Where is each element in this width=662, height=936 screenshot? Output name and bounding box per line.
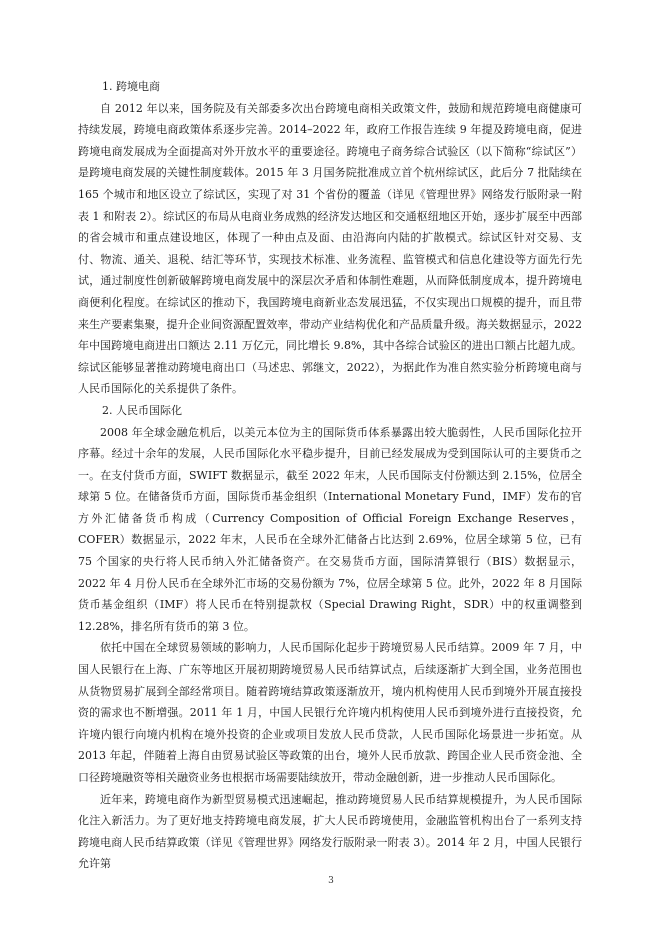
- section-heading-cross-border-ecommerce: 1. 跨境电商: [102, 80, 160, 93]
- section-heading-rmb-internationalization: 2. 人民币国际化: [102, 403, 182, 417]
- paragraph: 2008 年全球金融危机后，以美元本位为主的国际货币体系暴露出较大脆弱性，人民币国际化拉开序幕。经过十余年的发展，人民币国际化水平稳步提升，目前已经发展成为受到国际认可的主要货币之一。在支付货币方面，SWIFT 数据显示，截至 2022 年末，人民币国际支付份额达到 2.15%，位居全球第 5 位。在储备货币方面，国际货币基金组织（International Monetary Fund，IMF）发布的官方外汇储备货币构成（Currency Composition of Official Foreign Exchange Reserves，COFER）数据显示，2022 年末，人民币在全球外汇储备占比达到 2.69%，位居全球第 5 位，已有 75 个国家的央行将人民币纳入外汇储备资产。在交易货币方面，国际清算银行（BIS）数据显示，2022 年 4 月份人民币在全球外汇市场的交易份额为 7%，位居全球第 5 位。此外，2022 年 8 月国际货币基金组织（IMF）将人民币在特别提款权（Special Drawing Right，SDR）中的权重调整到 12.28%，排名所有货币的第 3 位。: [78, 425, 582, 633]
- page-body: [78, 76, 582, 875]
- page-number: 3: [328, 876, 334, 886]
- paragraph: 依托中国在全球贸易领域的影响力，人民币国际化起步于跨境贸易人民币结算。2009 年 7 月，中国人民银行在上海、广东等地区开展初期跨境贸易人民币结算试点，后续逐渐扩大到全国，业务范围也从货物贸易扩展到全部经常项目。随着跨境结算政策逐渐放开，境内机构使用人民币到境外开展直接投资的需求也不断增强。2011 年 1 月，中国人民银行允许境内机构使用人民币到境外进行直接投资，允许境内银行向境内机构在境外投资的企业或项目发放人民币贷款，人民币国际化场景进一步拓宽。从 2013 年起，伴随着上海自由贸易试验区等政策的出台，境外人民币放款、跨国企业人民币资金池、全口径跨境融资等相关融资业务也根据市场需要陆续放开，带动金融创新，进一步推动人民币国际化。: [78, 641, 582, 784]
- paragraph: 近年来，跨境电商作为新型贸易模式迅速崛起，推动跨境贸易人民币结算规模提升，为人民币国际化注入新活力。为了更好地支持跨境电商发展，扩大人民币跨境使用，金融监管机构出台了一系列支持跨境电商人民币结算政策（详见《管理世界》网络发行版附录一附表 3）。2014 年 2 月，中国人民银行允许第: [78, 792, 582, 871]
- paragraph: 自 2012 年以来，国务院及有关部委多次出台跨境电商相关政策文件，鼓励和规范跨境电商健康可持续发展，跨境电商政策体系逐步完善。2014–2022 年，政府工作报告连续 9 年提及跨境电商，促进跨境电商发展成为全面提高对外开放水平的重要途径。跨境电子商务综合试验区（以下简称“综试区”）是跨境电商发展的关键性制度载体。2015 年 3 月国务院批准成立首个杭州综试区，此后分 7 批陆续在 165 个城市和地区设立了综试区，实现了对 31 个省份的覆盖（详见《管理世界》网络发行版附录一附表 1 和附表 2）。综试区的布局从电商业务成熟的经济发达地区和交通枢纽地区开始，逐步扩展至中西部的省会城市和重点建设地区，体现了一种由点及面、由沿海向内陆的扩散模式。综试区针对交易、支付、物流、通关、退税、结汇等环节，实现技术标准、业务流程、监管模式和信息化建设等方面先行先试，通过制度性创新破解跨境电商发展中的深层次矛盾和体制性难题，从而降低制度成本，提升跨境电商便利化程度。在综试区的推动下，我国跨境电商新业态发展迅猛，不仅实现出口规模的提升，而且带来生产要素集聚，提升企业间资源配置效率，带动产业结构优化和产品质量升级。海关数据显示，2022 年中国跨境电商进出口额达 2.11 万亿元，同比增长 9.8%，其中各综合试验区的进出口额占比超九成。综试区能够显著推动跨境电商出口（马述忠、郭继文，2022），为据此作为准自然实验分析跨境电商与人民币国际化的关系提供了条件。: [78, 101, 582, 396]
